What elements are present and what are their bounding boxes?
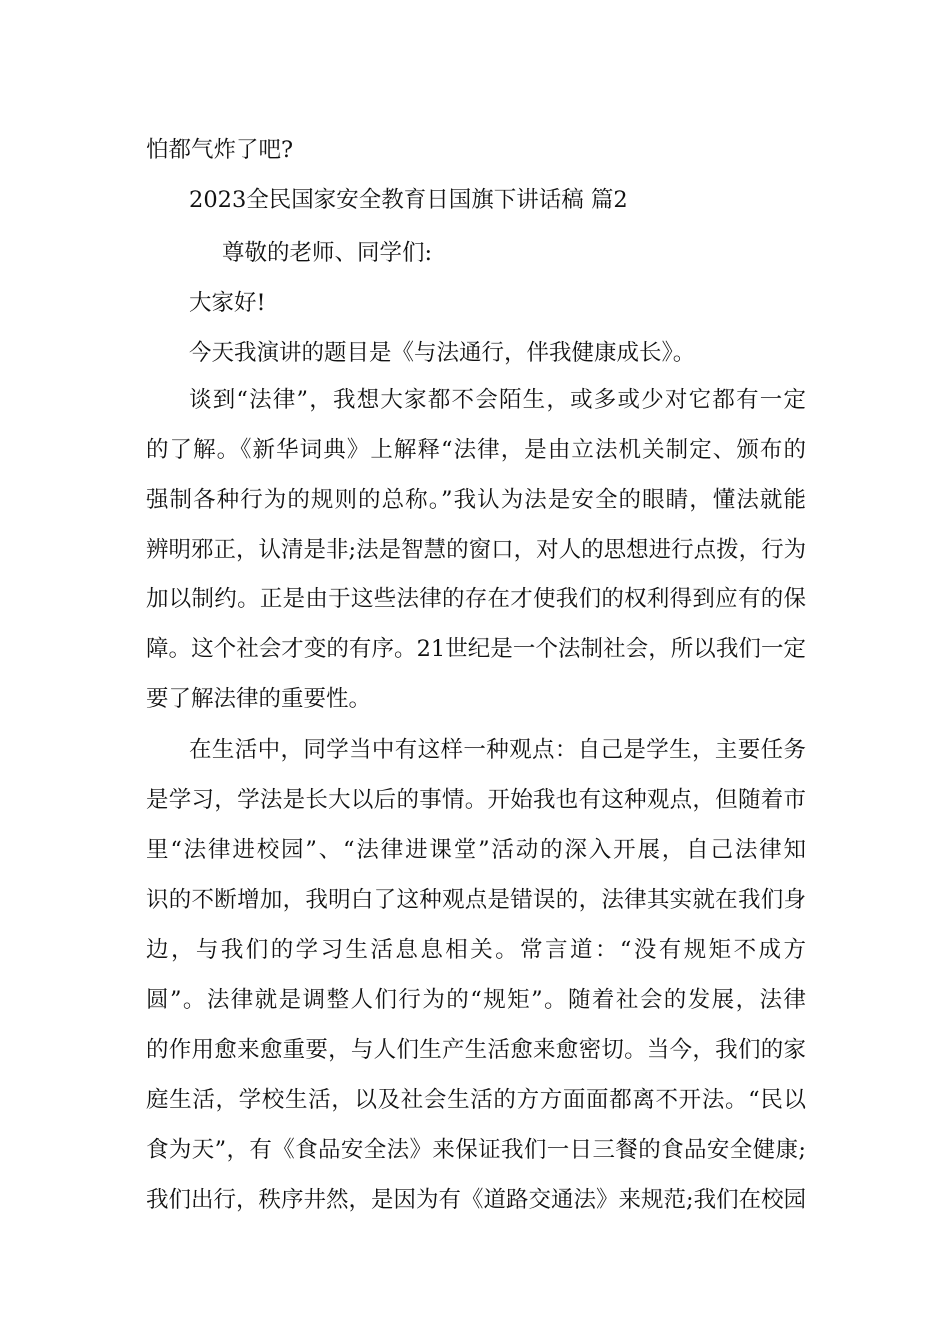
text-line: 的了解。《新华词典》上解释“法律，是由立法机关制定、颁布的 (146, 437, 806, 463)
greeting: 大家好! (189, 290, 266, 316)
text-line: 我们出行，秩序井然，是因为有《道路交通法》来规范;我们在校园 (146, 1187, 806, 1213)
text-line: 边，与我们的学习生活息息相关。常言道：“没有规矩不成方 (146, 937, 806, 963)
text-line: 强制各种行为的规则的总称。”我认为法是安全的眼睛，懂法就能 (146, 487, 806, 513)
text-line: 庭生活，学校生活，以及社会生活的方方面面都离不开法。“民以 (146, 1087, 806, 1113)
text-line: 识的不断增加，我明白了这种观点是错误的，法律其实就在我们身 (146, 887, 806, 913)
speech-topic: 今天我演讲的题目是《与法通行，伴我健康成长》。 (189, 340, 696, 366)
text-line: 圆”。法律就是调整人们行为的“规矩”。随着社会的发展，法律 (146, 987, 806, 1013)
text-line: 要了解法律的重要性。 (146, 686, 372, 712)
text-line: 障。这个社会才变的有序。21世纪是一个法制社会，所以我们一定 (146, 636, 806, 662)
text-line: 怕都气炸了吧? (146, 137, 294, 163)
text-line: 是学习，学法是长大以后的事情。开始我也有这种观点，但随着市 (146, 787, 806, 813)
text-line: 的作用愈来愈重要，与人们生产生活愈来愈密切。当今，我们的家 (146, 1037, 806, 1063)
section-heading: 2023全民国家安全教育日国旗下讲话稿 篇2 (189, 187, 628, 213)
text-line: 里“法律进校园”、“法律进课堂”活动的深入开展，自己法律知 (146, 837, 806, 863)
salutation: 尊敬的老师、同学们: (222, 240, 433, 266)
text-line: 在生活中，同学当中有这样一种观点：自己是学生，主要任务 (189, 737, 806, 763)
text-line: 加以制约。正是由于这些法律的存在才使我们的权利得到应有的保 (146, 586, 806, 612)
text-line: 谈到“法律”，我想大家都不会陌生，或多或少对它都有一定 (189, 387, 806, 413)
text-line: 辨明邪正，认清是非;法是智慧的窗口，对人的思想进行点拨，行为 (146, 537, 806, 563)
text-line: 食为天”，有《食品安全法》来保证我们一日三餐的食品安全健康; (146, 1137, 806, 1163)
